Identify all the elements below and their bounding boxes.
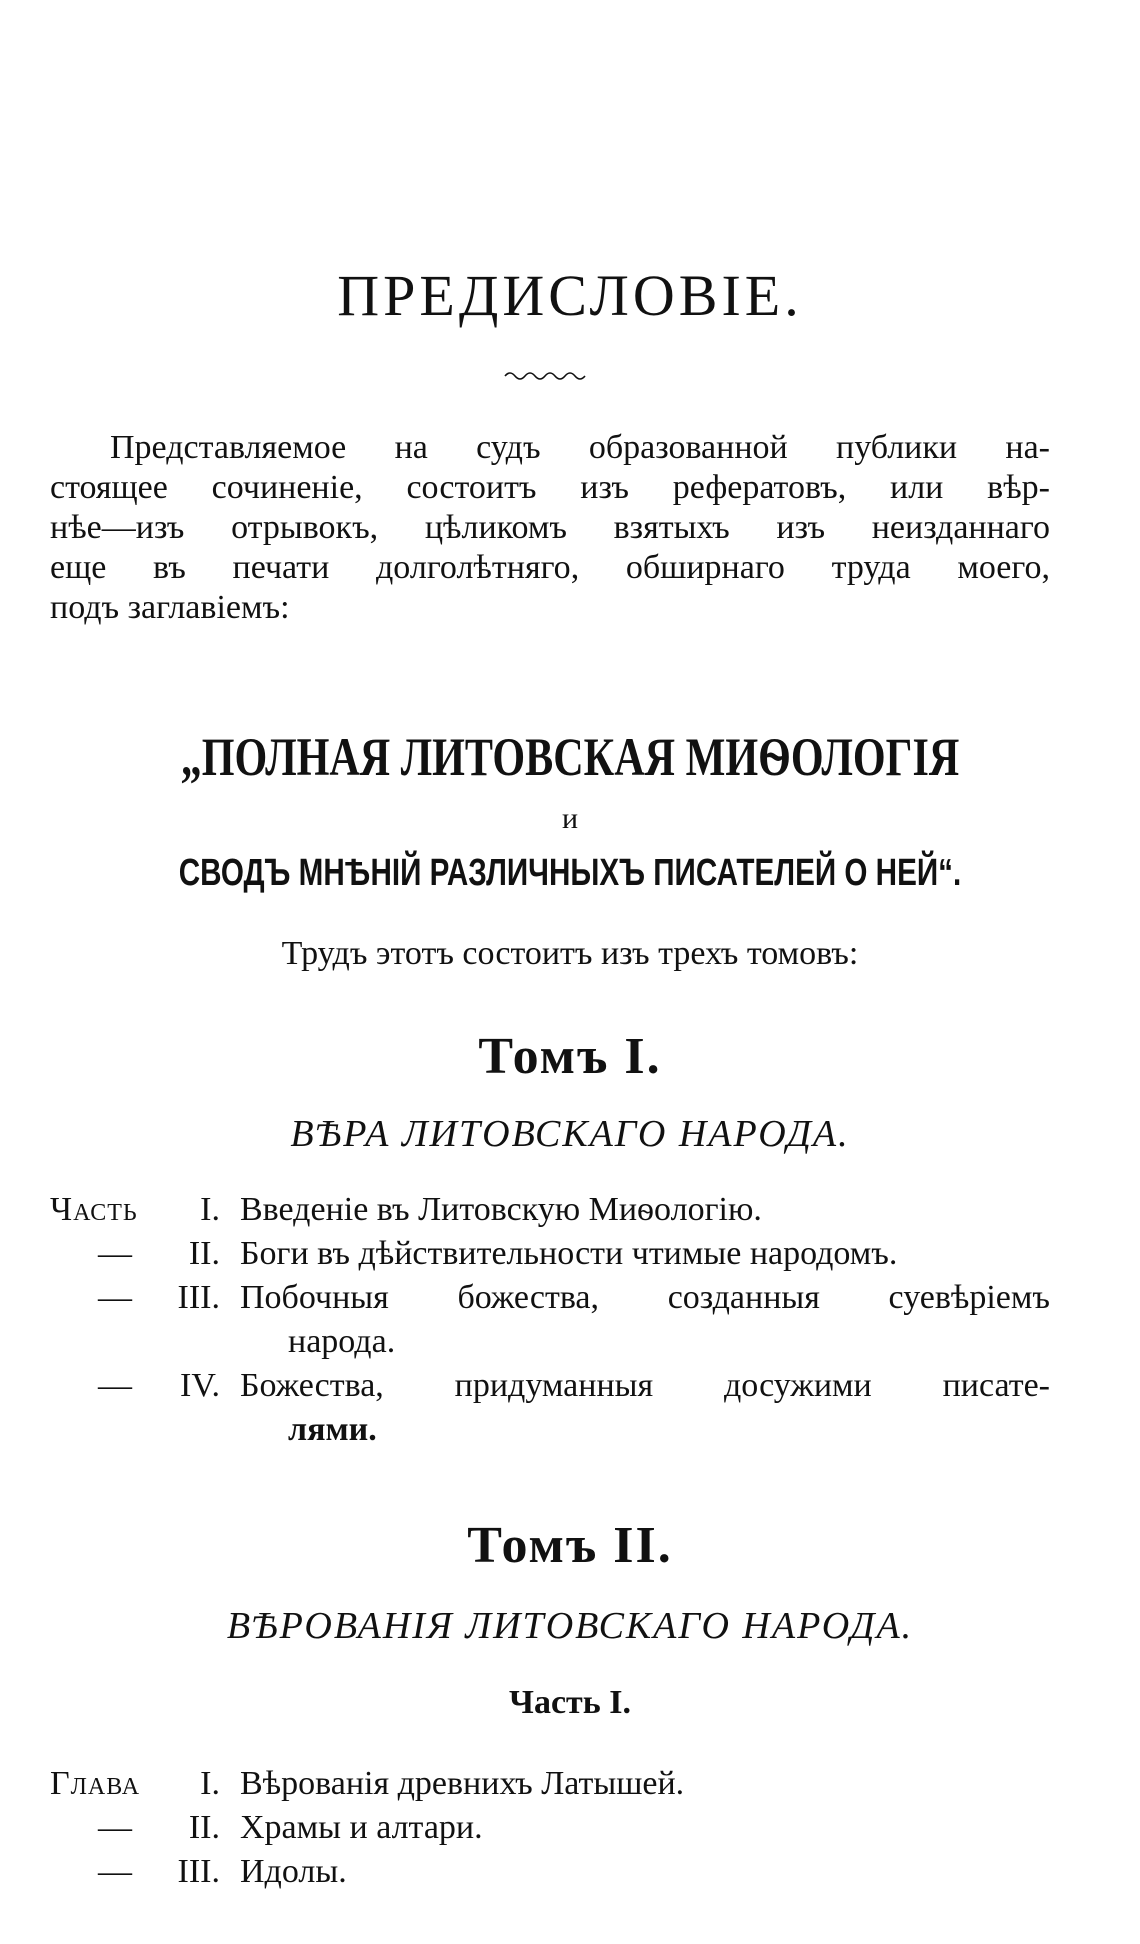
volume-2-contents bbox=[50, 1762, 1050, 1894]
toc-number: III. bbox=[177, 1279, 220, 1316]
toc-text: Побочныя божества, созданныя суевѣріемъ bbox=[240, 1279, 1050, 1316]
toc-number: IV. bbox=[180, 1367, 220, 1404]
toc-item bbox=[50, 1276, 1050, 1320]
volume-1-contents bbox=[50, 1188, 1050, 1452]
toc-number: I. bbox=[200, 1191, 220, 1228]
intro-line: стоящее сочиненіе, состоитъ изъ рефератовъ, или вѣр- bbox=[50, 469, 1050, 506]
toc-number: III. bbox=[177, 1853, 220, 1890]
toc-dash: — bbox=[98, 1853, 132, 1890]
toc-text: Божества, придуманныя досужими писате- bbox=[240, 1367, 1050, 1404]
toc-item bbox=[50, 1232, 1050, 1276]
toc-dash: — bbox=[98, 1809, 132, 1846]
toc-number: II. bbox=[188, 1235, 220, 1272]
volume-2-heading: Томъ II. bbox=[467, 1517, 673, 1574]
volume-2-subtitle: ВѢРОВАНІЯ ЛИТОВСКАГО НАРОДА. bbox=[226, 1605, 914, 1647]
toc-item bbox=[50, 1806, 1050, 1850]
toc-dash: — bbox=[98, 1279, 132, 1316]
toc-text: Идолы. bbox=[240, 1853, 347, 1890]
book-title-line-1: „ПОЛНАЯ ЛИТОВСКАЯ МИѲОЛОГІЯ bbox=[180, 727, 960, 787]
toc-text: Боги въ дѣйствительности чтимые народомъ. bbox=[240, 1235, 898, 1272]
toc-dash: — bbox=[98, 1367, 132, 1404]
toc-text: Храмы и алтари. bbox=[240, 1809, 483, 1846]
toc-label: Глава bbox=[50, 1765, 141, 1802]
volume-2-part-heading: Часть I. bbox=[509, 1684, 631, 1721]
intro-line: нѣе—изъ отрывокъ, цѣликомъ взятыхъ изъ неизданнаго bbox=[50, 509, 1050, 546]
volume-1-subtitle: ВѢРА ЛИТОВСКАГО НАРОДА. bbox=[290, 1113, 850, 1155]
lead-sentence: Трудъ этотъ состоитъ изъ трехъ томовъ: bbox=[281, 935, 859, 972]
toc-item bbox=[50, 1188, 1050, 1232]
toc-text: Вѣрованія древнихъ Латышей. bbox=[240, 1765, 685, 1802]
toc-item bbox=[50, 1364, 1050, 1408]
toc-continuation: лями. bbox=[288, 1411, 377, 1448]
book-title-line-2: СВОДЪ МНѢНІЙ РАЗЛИЧНЫХЪ ПИСАТЕЛЕЙ О НЕЙ“. bbox=[178, 852, 962, 894]
toc-item bbox=[50, 1762, 1050, 1806]
page-title: ПРЕДИСЛОВІЕ. bbox=[337, 263, 803, 328]
toc-text: Введеніе въ Литовскую Миѳологію. bbox=[240, 1191, 762, 1228]
toc-number: I. bbox=[200, 1765, 220, 1802]
toc-item bbox=[50, 1850, 1050, 1894]
intro-line: еще въ печати долголѣтняго, обширнаго труда моего, bbox=[50, 549, 1050, 586]
toc-label: Часть bbox=[50, 1191, 138, 1228]
intro-line: подъ заглавіемъ: bbox=[50, 589, 290, 626]
ornament-divider bbox=[503, 368, 589, 380]
toc-number: II. bbox=[188, 1809, 220, 1846]
toc-dash: — bbox=[98, 1235, 132, 1272]
toc-continuation: народа. bbox=[288, 1323, 396, 1360]
intro-line: Представляемое на судъ образованной публики на- bbox=[110, 429, 1050, 466]
book-title-conjunction: и bbox=[561, 802, 579, 835]
volume-1-heading: Томъ I. bbox=[478, 1028, 662, 1085]
intro-paragraph bbox=[50, 428, 1050, 628]
